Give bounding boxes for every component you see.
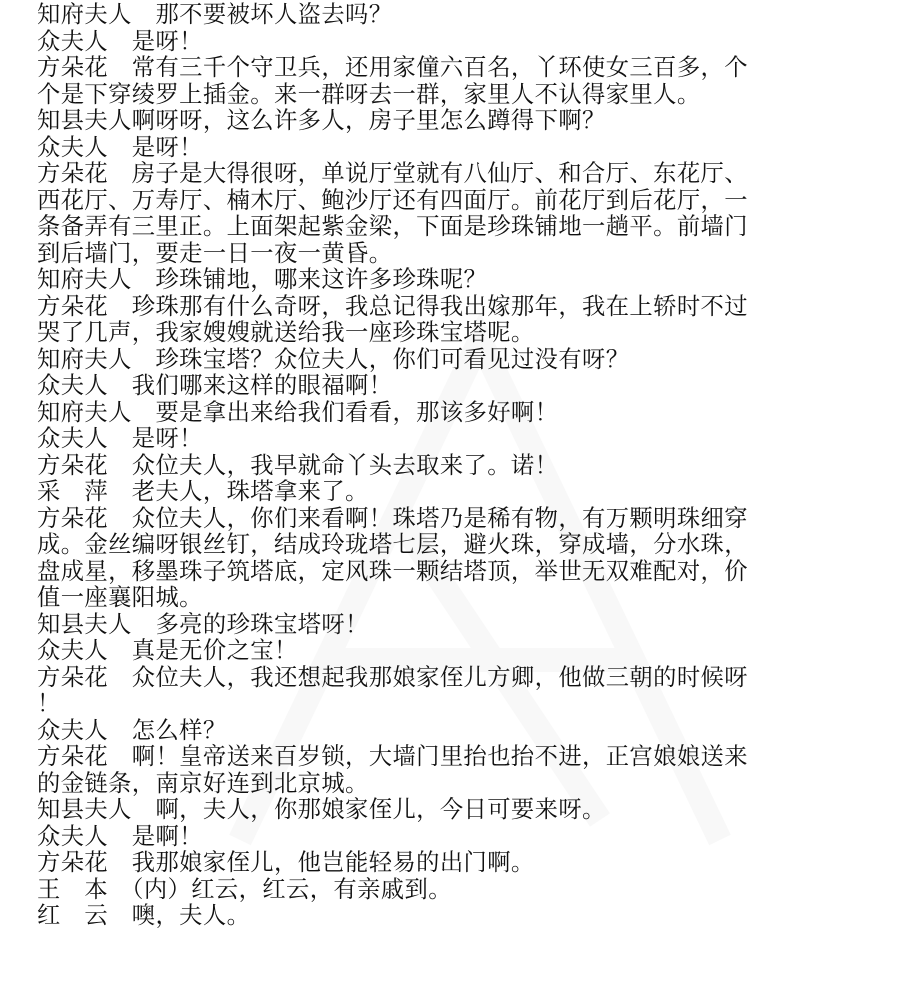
script-line: 哭了几声，我家嫂嫂就送给我一座珍珠宝塔呢。: [37, 319, 535, 346]
script-line: 众夫人 是啊！: [37, 822, 203, 850]
script-text: [37, 2, 877, 930]
script-line: 众夫人 是呀！: [37, 425, 203, 452]
script-line: 个是下穿绫罗上插金。来一群呀去一群，家里人不认得家里人。: [37, 80, 701, 108]
script-line: 方朵花 啊！皇帝送来百岁锁，大墙门里抬也抬不进，正宫娘娘送来: [37, 743, 748, 770]
script-line: 成。金丝编呀银丝钉，结成玲珑塔七层，避火珠，穿成墙，分水珠，: [37, 531, 748, 558]
script-line: 条备弄有三里正。上面架起紫金梁，下面是珍珠铺地一趟平。前墙门: [37, 213, 748, 240]
script-line: 采 萍 老夫人，珠塔拿来了。: [37, 478, 369, 505]
script-line: 王 本 （内）红云，红云，有亲戚到。: [37, 875, 452, 903]
script-line: 知府夫人 珍珠铺地，哪来这许多珍珠呢？: [37, 266, 488, 293]
script-line: 方朵花 常有三千个守卫兵，还用家僮六百名，丫环使女三百多，个: [37, 54, 748, 81]
script-line: 值一座襄阳城。: [37, 584, 203, 611]
script-line: 知县夫人啊呀呀，这么许多人，房子里怎么蹲得下啊？: [37, 107, 606, 134]
script-line: 众夫人 是呀！: [37, 133, 203, 161]
script-line: 的金链条，南京好连到北京城。: [37, 769, 369, 797]
script-line: ！: [37, 690, 61, 717]
script-line: 盘成星，移墨珠子筑塔底，定风珠一颗结塔顶，举世无双难配对，价: [37, 557, 748, 585]
script-line: 知府夫人 珍珠宝塔？众位夫人，你们可看见过没有呀？: [37, 345, 630, 373]
script-line: 知县夫人 啊，夫人，你那娘家侄儿，今日可要来呀。: [37, 796, 606, 823]
script-line: 众夫人 怎么样？: [37, 716, 227, 744]
script-line: 方朵花 房子是大得很呀，单说厅堂就有八仙厅、和合厅、东花厅、: [37, 160, 748, 187]
script-line: 方朵花 珍珠那有什么奇呀，我总记得我出嫁那年，我在上轿时不过: [37, 292, 748, 320]
script-line: 方朵花 众位夫人，我还想起我那娘家侄儿方卿，他做三朝的时候呀: [37, 663, 748, 691]
script-line: 方朵花 众位夫人，我早就命丫头去取来了。诺！: [37, 451, 559, 479]
script-line: 红 云 噢，夫人。: [37, 902, 251, 929]
script-line: 知府夫人 要是拿出来给我们看看，那该多好啊！: [37, 398, 559, 426]
script-line: 到后墙门，要走一日一夜一黄昏。: [37, 239, 393, 267]
script-line: 方朵花 众位夫人，你们来看啊！珠塔乃是稀有物，有万颗明珠细穿: [37, 504, 748, 532]
script-line: 众夫人 真是无价之宝！: [37, 637, 298, 664]
script-line: 众夫人 是呀！: [37, 27, 203, 55]
script-line: 知县夫人 多亮的珍珠宝塔呀！: [37, 610, 369, 638]
script-line: 方朵花 我那娘家侄儿，他岂能轻易的出门啊。: [37, 849, 535, 876]
script-line: 众夫人 我们哪来这样的眼福啊！: [37, 372, 393, 399]
script-line: 西花厅、万寿厅、楠木厅、鲍沙厅还有四面厅。前花厅到后花厅，一: [37, 186, 748, 214]
script-line: 知府夫人 那不要被坏人盗去吗？: [37, 1, 393, 28]
